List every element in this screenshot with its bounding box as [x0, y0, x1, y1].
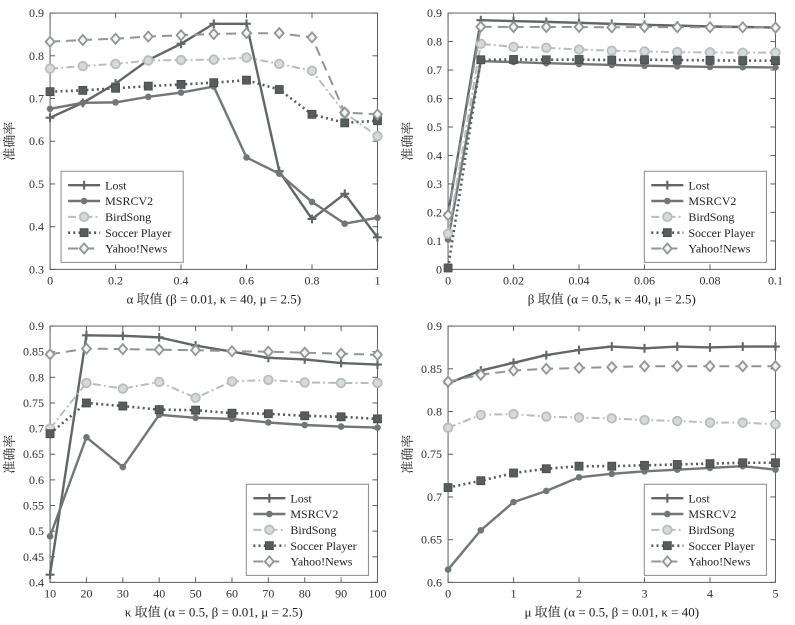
- legend-label-Yahoo!News: Yahoo!News: [687, 554, 750, 569]
- square-marker-icon: [264, 409, 272, 417]
- circle-marker-icon: [228, 377, 237, 386]
- diamond-marker-icon: [771, 361, 780, 371]
- legend-label-Soccer Player: Soccer Player: [105, 225, 172, 240]
- square-marker-icon: [80, 229, 88, 237]
- y-tick-label: 0.7: [426, 63, 442, 78]
- y-tick-label: 0.85: [23, 344, 45, 359]
- plus-marker-icon: [640, 343, 649, 352]
- square-marker-icon: [210, 79, 218, 87]
- circle-marker-icon: [509, 43, 518, 52]
- y-tick-label: 0.75: [23, 395, 45, 410]
- square-marker-icon: [476, 476, 484, 484]
- dot-marker-icon: [772, 466, 779, 473]
- chart-svg-kappa: [0, 313, 398, 625]
- legend-label-MSRCV2: MSRCV2: [105, 194, 154, 209]
- y-tick-label: 0.8: [29, 369, 45, 384]
- square-marker-icon: [444, 264, 452, 272]
- dot-marker-icon: [145, 93, 152, 100]
- circle-marker-icon: [242, 53, 251, 62]
- y-tick-label: 0.45: [23, 549, 45, 564]
- diamond-marker-icon: [509, 365, 518, 375]
- dot-marker-icon: [266, 510, 273, 517]
- circle-marker-icon: [607, 46, 616, 55]
- x-tick-label: 40: [153, 585, 166, 600]
- square-marker-icon: [79, 86, 87, 94]
- series-markers-Yahoo!News: [46, 28, 382, 119]
- x-tick-label: 4: [706, 585, 713, 600]
- legend: [61, 171, 183, 262]
- square-marker-icon: [705, 56, 713, 64]
- diamond-marker-icon: [155, 344, 164, 354]
- series-Yahoo!News: [46, 343, 382, 359]
- x-tick-label: 70: [262, 585, 275, 600]
- y-tick-label: 0.1: [426, 233, 442, 248]
- square-marker-icon: [575, 55, 583, 63]
- square-marker-icon: [771, 57, 779, 65]
- square-marker-icon: [663, 229, 671, 237]
- x-axis-label: κ 取值 (α = 0.5, β = 0.01, μ = 2.5): [124, 603, 303, 619]
- y-tick-label: 0.5: [29, 176, 45, 191]
- y-tick-label: 0.65: [23, 446, 45, 461]
- dot-marker-icon: [112, 99, 119, 106]
- x-tick-label: 90: [335, 585, 348, 600]
- plus-marker-icon: [705, 343, 714, 352]
- diamond-marker-icon: [118, 344, 127, 354]
- circle-marker-icon: [80, 213, 89, 222]
- circle-marker-icon: [640, 415, 649, 424]
- dot-marker-icon: [664, 510, 671, 517]
- circle-marker-icon: [640, 47, 649, 56]
- circle-marker-icon: [574, 45, 583, 54]
- legend-label-BirdSong: BirdSong: [290, 522, 337, 537]
- diamond-marker-icon: [209, 29, 218, 39]
- x-tick-label: 0.4: [173, 273, 189, 288]
- y-axis-label: 准确率: [399, 434, 415, 474]
- dot-marker-icon: [510, 498, 517, 505]
- diamond-marker-icon: [177, 30, 186, 40]
- x-tick-label: 0: [47, 273, 54, 288]
- dot-marker-icon: [192, 414, 199, 421]
- diamond-marker-icon: [771, 23, 780, 33]
- dot-marker-icon: [243, 154, 250, 161]
- chart-svg-beta: [398, 0, 795, 313]
- x-tick-label: 0.1: [767, 273, 783, 288]
- y-tick-label: 0.5: [426, 119, 442, 134]
- square-marker-icon: [673, 460, 681, 468]
- square-marker-icon: [575, 462, 583, 470]
- square-marker-icon: [673, 56, 681, 64]
- dot-marker-icon: [47, 532, 54, 539]
- square-marker-icon: [112, 84, 120, 92]
- dot-marker-icon: [772, 64, 779, 71]
- dot-marker-icon: [79, 99, 86, 106]
- legend-label-Yahoo!News: Yahoo!News: [687, 241, 750, 256]
- legend-label-Lost: Lost: [687, 178, 710, 193]
- dot-marker-icon: [81, 198, 88, 205]
- plus-marker-icon: [607, 342, 616, 351]
- dot-marker-icon: [120, 463, 127, 470]
- diamond-marker-icon: [144, 32, 153, 42]
- diamond-marker-icon: [672, 22, 681, 32]
- diamond-marker-icon: [574, 362, 583, 372]
- square-marker-icon: [373, 414, 381, 422]
- square-marker-icon: [509, 469, 517, 477]
- y-tick-label: 0.8: [426, 404, 442, 419]
- diamond-marker-icon: [275, 28, 284, 38]
- y-tick-label: 0.85: [420, 361, 442, 376]
- legend-label-Soccer Player: Soccer Player: [290, 538, 357, 553]
- plus-marker-icon: [82, 330, 91, 339]
- square-marker-icon: [607, 56, 615, 64]
- legend-label-Soccer Player: Soccer Player: [687, 225, 755, 240]
- y-tick-label: 0.9: [426, 6, 442, 21]
- square-marker-icon: [640, 461, 648, 469]
- square-marker-icon: [155, 405, 163, 413]
- square-marker-icon: [509, 55, 517, 63]
- x-tick-label: 0: [444, 585, 451, 600]
- legend-label-Yahoo!News: Yahoo!News: [290, 554, 353, 569]
- y-tick-label: 0.4: [29, 574, 45, 589]
- circle-marker-icon: [607, 414, 616, 423]
- square-marker-icon: [738, 57, 746, 65]
- y-tick-label: 0.7: [29, 421, 45, 436]
- x-tick-label: 0.8: [304, 273, 320, 288]
- diamond-marker-icon: [541, 363, 550, 373]
- x-tick-label: 0: [444, 273, 451, 288]
- y-tick-label: 0.75: [420, 446, 442, 461]
- y-tick-label: 0.3: [29, 262, 45, 277]
- x-tick-label: 2: [575, 585, 582, 600]
- diamond-marker-icon: [705, 22, 714, 32]
- plus-marker-icon: [541, 350, 550, 359]
- circle-marker-icon: [111, 60, 120, 69]
- square-marker-icon: [444, 483, 452, 491]
- x-tick-label: 1: [510, 585, 517, 600]
- y-axis-label: 准确率: [2, 121, 18, 161]
- plus-marker-icon: [672, 342, 681, 351]
- circle-marker-icon: [443, 229, 452, 238]
- x-tick-label: 80: [298, 585, 311, 600]
- x-tick-label: 0.06: [633, 273, 655, 288]
- dot-marker-icon: [374, 424, 381, 431]
- y-tick-label: 0.6: [29, 134, 45, 149]
- series-line-BirdSong: [50, 379, 377, 428]
- circle-marker-icon: [191, 393, 200, 402]
- series-BirdSong: [46, 53, 382, 140]
- diamond-marker-icon: [264, 346, 273, 356]
- legend-label-MSRCV2: MSRCV2: [290, 506, 339, 521]
- dot-marker-icon: [608, 470, 615, 477]
- circle-marker-icon: [177, 56, 186, 65]
- y-tick-label: 0.6: [426, 91, 442, 106]
- plus-marker-icon: [738, 342, 747, 351]
- y-tick-label: 0.6: [29, 472, 45, 487]
- circle-marker-icon: [78, 62, 87, 71]
- square-marker-icon: [337, 412, 345, 420]
- square-marker-icon: [640, 56, 648, 64]
- square-marker-icon: [46, 429, 54, 437]
- dot-marker-icon: [374, 214, 381, 221]
- circle-marker-icon: [541, 44, 550, 53]
- dot-marker-icon: [178, 89, 185, 96]
- diamond-marker-icon: [476, 22, 485, 32]
- y-tick-label: 0.4: [29, 219, 45, 234]
- square-marker-icon: [275, 86, 283, 94]
- circle-marker-icon: [476, 410, 485, 419]
- y-tick-label: 0.9: [426, 318, 442, 333]
- legend-label-BirdSong: BirdSong: [687, 210, 734, 225]
- circle-marker-icon: [771, 48, 780, 57]
- circle-marker-icon: [337, 378, 346, 387]
- circle-marker-icon: [771, 420, 780, 429]
- circle-marker-icon: [738, 48, 747, 57]
- diamond-marker-icon: [46, 37, 55, 47]
- square-marker-icon: [663, 541, 671, 549]
- legend: [644, 484, 766, 575]
- circle-marker-icon: [300, 378, 309, 387]
- dot-marker-icon: [301, 421, 308, 428]
- square-marker-icon: [607, 462, 615, 470]
- circle-marker-icon: [308, 66, 317, 75]
- x-axis-label: μ 取值 (α = 0.5, β = 0.01, κ = 40): [523, 603, 699, 619]
- series-Yahoo!News: [46, 28, 382, 119]
- diamond-marker-icon: [705, 361, 714, 371]
- legend-label-BirdSong: BirdSong: [687, 522, 734, 537]
- diamond-marker-icon: [111, 34, 120, 44]
- plus-marker-icon: [155, 332, 164, 341]
- square-marker-icon: [192, 406, 200, 414]
- y-tick-label: 0.3: [426, 176, 442, 191]
- plus-marker-icon: [771, 342, 780, 351]
- series-markers-Yahoo!News: [443, 361, 779, 386]
- circle-marker-icon: [705, 48, 714, 57]
- plus-marker-icon: [46, 113, 55, 122]
- x-tick-label: 5: [771, 585, 778, 600]
- diamond-marker-icon: [308, 32, 317, 42]
- chart-svg-mu: [398, 313, 795, 625]
- diamond-marker-icon: [738, 361, 747, 371]
- x-tick-label: 50: [189, 585, 202, 600]
- circle-marker-icon: [574, 413, 583, 422]
- plus-marker-icon: [46, 570, 55, 579]
- x-tick-label: 3: [641, 585, 648, 600]
- y-tick-label: 0.6: [426, 574, 442, 589]
- dot-marker-icon: [83, 434, 90, 441]
- x-tick-label: 30: [116, 585, 129, 600]
- circle-marker-icon: [509, 409, 518, 418]
- square-marker-icon: [542, 56, 550, 64]
- square-marker-icon: [705, 459, 713, 467]
- x-tick-label: 60: [225, 585, 238, 600]
- square-marker-icon: [144, 82, 152, 90]
- series-Yahoo!News: [443, 361, 779, 386]
- circle-marker-icon: [264, 375, 273, 384]
- circle-marker-icon: [275, 60, 284, 69]
- x-axis-label: α 取值 (β = 0.01, κ = 40, μ = 2.5): [126, 291, 302, 307]
- diamond-marker-icon: [443, 376, 452, 386]
- circle-marker-icon: [663, 213, 672, 222]
- y-tick-label: 0.7: [426, 489, 442, 504]
- circle-marker-icon: [663, 525, 672, 534]
- square-marker-icon: [46, 88, 54, 96]
- x-tick-label: 0.6: [239, 273, 255, 288]
- circle-marker-icon: [672, 48, 681, 57]
- x-tick-label: 0.04: [568, 273, 590, 288]
- diamond-marker-icon: [640, 361, 649, 371]
- dot-marker-icon: [338, 423, 345, 430]
- y-tick-label: 0.65: [420, 532, 442, 547]
- square-marker-icon: [82, 398, 90, 406]
- series-BirdSong: [443, 409, 779, 431]
- circle-marker-icon: [46, 64, 55, 73]
- circle-marker-icon: [443, 423, 452, 432]
- plus-marker-icon: [574, 345, 583, 354]
- circle-marker-icon: [155, 377, 164, 386]
- x-tick-label: 1: [374, 273, 381, 288]
- x-tick-label: 10: [44, 585, 57, 600]
- x-tick-label: 0.08: [698, 273, 720, 288]
- dot-marker-icon: [664, 198, 671, 205]
- series-line-BirdSong: [50, 58, 377, 137]
- circle-marker-icon: [373, 378, 382, 387]
- series-markers-BirdSong: [443, 409, 779, 431]
- square-marker-icon: [771, 458, 779, 466]
- y-axis-label: 准确率: [399, 121, 415, 161]
- dot-marker-icon: [309, 199, 316, 206]
- diamond-marker-icon: [672, 361, 681, 371]
- chart-svg-alpha: [0, 0, 398, 313]
- y-tick-label: 0.7: [29, 91, 45, 106]
- dot-marker-icon: [444, 566, 451, 573]
- circle-marker-icon: [373, 132, 382, 141]
- legend-label-Lost: Lost: [105, 178, 127, 193]
- diamond-marker-icon: [46, 349, 55, 359]
- y-tick-label: 0.9: [29, 6, 45, 21]
- square-marker-icon: [119, 402, 127, 410]
- circle-marker-icon: [738, 418, 747, 427]
- circle-marker-icon: [672, 416, 681, 425]
- circle-marker-icon: [265, 525, 274, 534]
- legend-label-Soccer Player: Soccer Player: [687, 538, 755, 553]
- y-tick-label: 0.5: [29, 523, 45, 538]
- x-tick-label: 100: [368, 585, 387, 600]
- plus-marker-icon: [373, 360, 382, 369]
- square-marker-icon: [265, 541, 273, 549]
- y-tick-label: 0.8: [426, 34, 442, 49]
- legend: [644, 171, 766, 262]
- circle-marker-icon: [541, 412, 550, 421]
- diamond-marker-icon: [738, 22, 747, 32]
- square-marker-icon: [308, 110, 316, 118]
- square-marker-icon: [177, 80, 185, 88]
- y-tick-label: 0: [435, 262, 442, 277]
- diamond-marker-icon: [78, 35, 87, 45]
- y-tick-label: 0.8: [29, 48, 45, 63]
- circle-marker-icon: [144, 56, 153, 65]
- circle-marker-icon: [119, 384, 128, 393]
- circle-marker-icon: [82, 378, 91, 387]
- square-marker-icon: [542, 464, 550, 472]
- dot-marker-icon: [542, 487, 549, 494]
- chart-panel-beta: [398, 0, 795, 313]
- dot-marker-icon: [276, 170, 283, 177]
- chart-panel-kappa: [0, 313, 398, 625]
- x-tick-label: 20: [80, 585, 93, 600]
- legend-label-Lost: Lost: [290, 490, 312, 505]
- square-marker-icon: [228, 409, 236, 417]
- x-tick-label: 0.02: [502, 273, 524, 288]
- dot-marker-icon: [47, 105, 54, 112]
- legend-label-BirdSong: BirdSong: [105, 210, 152, 225]
- circle-marker-icon: [209, 55, 218, 64]
- diamond-marker-icon: [228, 346, 237, 356]
- diamond-marker-icon: [300, 347, 309, 357]
- x-axis-label: β 取值 (α = 0.5, κ = 40, μ = 2.5): [527, 291, 696, 307]
- x-tick-label: 0.2: [108, 273, 124, 288]
- square-marker-icon: [738, 458, 746, 466]
- chart-panel-mu: [398, 313, 795, 625]
- square-marker-icon: [243, 76, 251, 84]
- diamond-marker-icon: [607, 362, 616, 372]
- chart-panel-alpha: [0, 0, 398, 313]
- y-tick-label: 0.9: [29, 318, 45, 333]
- legend-label-Lost: Lost: [687, 490, 710, 505]
- square-marker-icon: [301, 411, 309, 419]
- y-tick-label: 0.4: [426, 148, 442, 163]
- legend-label-MSRCV2: MSRCV2: [687, 194, 736, 209]
- plus-marker-icon: [118, 331, 127, 340]
- diamond-marker-icon: [337, 348, 346, 358]
- y-tick-label: 0.2: [426, 205, 442, 220]
- dot-marker-icon: [341, 220, 348, 227]
- diamond-marker-icon: [509, 22, 518, 32]
- diamond-marker-icon: [541, 22, 550, 32]
- circle-marker-icon: [705, 418, 714, 427]
- legend-label-MSRCV2: MSRCV2: [687, 506, 736, 521]
- square-marker-icon: [341, 119, 349, 127]
- legend: [246, 484, 368, 575]
- square-marker-icon: [476, 56, 484, 64]
- y-axis-label: 准确率: [2, 434, 18, 474]
- y-tick-label: 0.55: [23, 498, 45, 513]
- dot-marker-icon: [265, 419, 272, 426]
- dot-marker-icon: [575, 473, 582, 480]
- dot-marker-icon: [477, 526, 484, 533]
- legend-label-Yahoo!News: Yahoo!News: [105, 241, 168, 256]
